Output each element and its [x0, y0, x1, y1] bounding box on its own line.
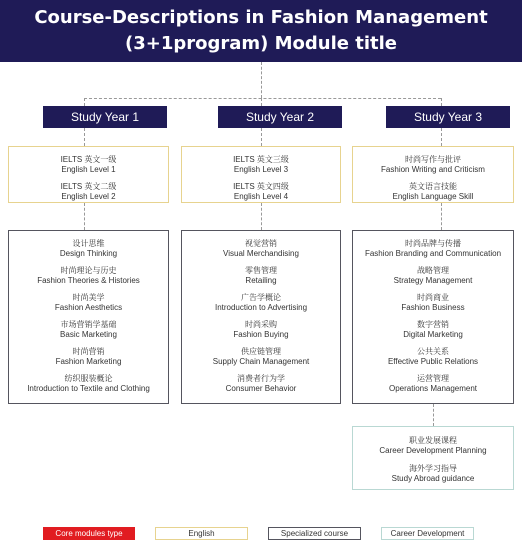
- legend-core-modules: Core modules type: [43, 527, 135, 540]
- connector-year-3: [441, 98, 442, 106]
- career-development-box: [352, 426, 514, 490]
- course-item: 零售管理 Retailing: [245, 266, 277, 285]
- specialized-box-year-3: [352, 230, 514, 404]
- english-box-year-3: [352, 146, 514, 203]
- course-item: 数字营销 Digital Marketing: [403, 320, 463, 339]
- course-item: 职业发展课程 Career Development Planning: [379, 436, 487, 455]
- course-item: 设计思维 Design Thinking: [59, 239, 118, 258]
- year-1-header: Study Year 1: [43, 106, 167, 128]
- course-item: IELTS 英文四级 English Level 4: [233, 182, 289, 201]
- year-3-header: Study Year 3: [386, 106, 510, 128]
- course-item: 时尚理论与历史 Fashion Theories & Histories: [37, 266, 140, 285]
- connector-y3-english: [441, 128, 442, 146]
- course-item: 纺织服装概论 Introduction to Textile and Clothing: [27, 374, 150, 393]
- course-item: 时尚美学 Fashion Aesthetics: [54, 293, 123, 312]
- course-item: 供应链管理 Supply Chain Management: [212, 347, 310, 366]
- year-2-header: Study Year 2: [218, 106, 342, 128]
- legend-english: English: [155, 527, 248, 540]
- course-item: IELTS 英文三级 English Level 3: [233, 155, 289, 174]
- course-item: IELTS 英文一级 English Level 1: [60, 155, 117, 174]
- connector-y3-spec: [441, 203, 442, 230]
- connector-y2-spec: [261, 203, 262, 230]
- page-title: [0, 0, 522, 62]
- connector-year-1: [84, 98, 85, 106]
- course-item: 时尚营销 Fashion Marketing: [55, 347, 122, 366]
- course-item: 战略管理 Strategy Management: [393, 266, 473, 285]
- connector-y1-spec: [84, 203, 85, 230]
- english-box-year-1: [8, 146, 169, 203]
- course-item: 视觉营销 Visual Merchandising: [223, 239, 299, 258]
- course-item: 时尚写作与批评 Fashion Writing and Criticism: [381, 155, 485, 174]
- specialized-box-year-1: [8, 230, 169, 404]
- connector-title: [261, 62, 262, 98]
- course-item: 消费者行为学 Consumer Behavior: [225, 374, 297, 393]
- english-box-year-2: [181, 146, 341, 203]
- course-item: 时尚商业 Fashion Business: [401, 293, 465, 312]
- course-item: 公共关系 Effective Public Relations: [387, 347, 479, 366]
- course-item: 英文语言技能 English Language Skill: [392, 182, 474, 201]
- legend-career-development: Career Development: [381, 527, 474, 540]
- connector-y3-career: [433, 404, 434, 426]
- course-item: 时尚品牌与传播 Fashion Branding and Communication: [364, 239, 502, 258]
- title-line-1: Course-Descriptions in Fashion Management: [34, 7, 488, 28]
- course-item: 市场营销学基础 Basic Marketing: [60, 320, 117, 339]
- connector-horizontal: [84, 98, 441, 99]
- title-line-2: (3+1program) Module title: [124, 33, 398, 54]
- course-item: 运营管理 Operations Management: [388, 374, 478, 393]
- course-item: 广告学概论 Introduction to Advertising: [214, 293, 308, 312]
- specialized-box-year-2: [181, 230, 341, 404]
- course-item: 时尚采购 Fashion Buying: [233, 320, 289, 339]
- course-item: 海外学习指导 Study Abroad guidance: [391, 464, 475, 483]
- legend-specialized-course: Specialized course: [268, 527, 361, 540]
- course-item: IELTS 英文二级 English Level 2: [60, 182, 117, 201]
- connector-y2-english: [261, 128, 262, 146]
- connector-year-2: [261, 98, 262, 106]
- connector-y1-english: [84, 128, 85, 146]
